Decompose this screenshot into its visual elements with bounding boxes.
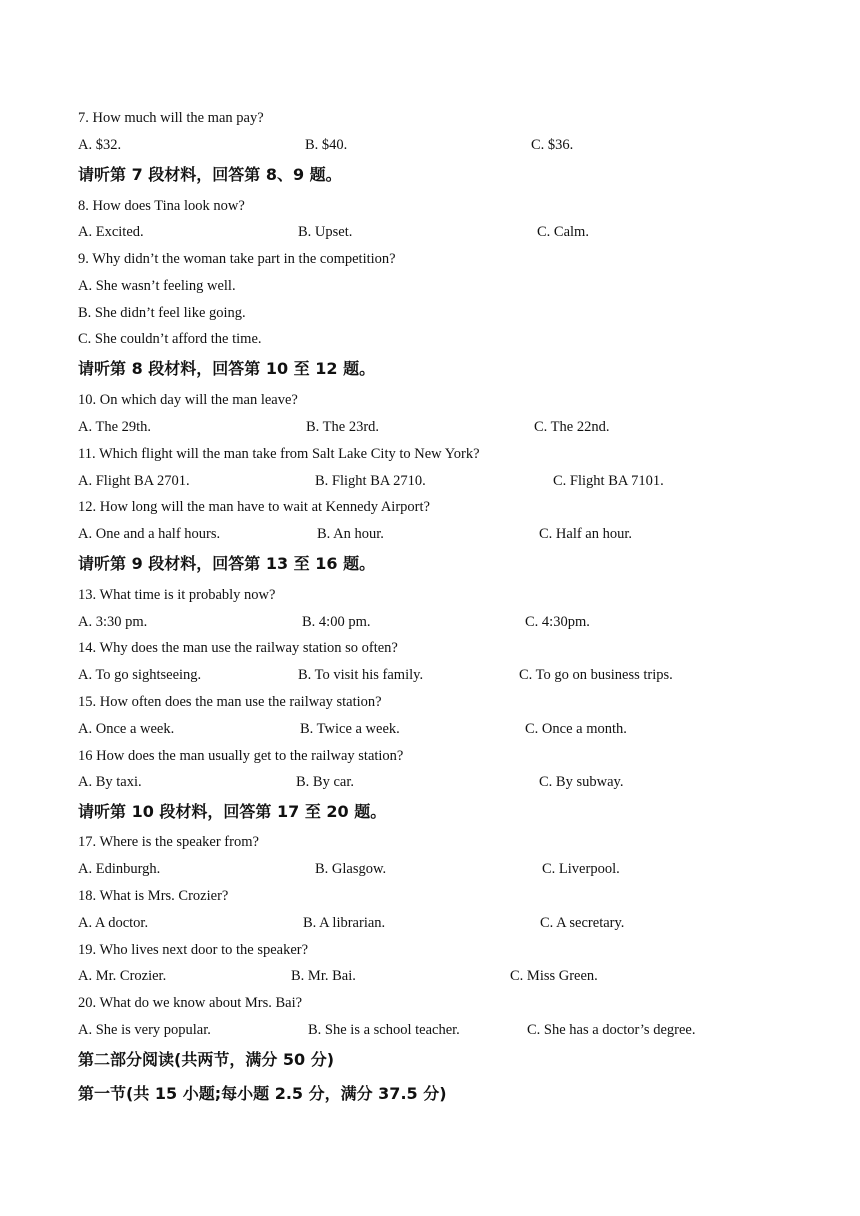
option-b: B. She is a school teacher.	[308, 1022, 460, 1038]
option-c: C. Flight BA 7101.	[553, 473, 664, 489]
question-7: 7. How much will the man pay?	[78, 110, 264, 126]
option-b: B. $40.	[305, 137, 348, 153]
option-c: C. $36.	[531, 137, 574, 153]
option-c: C. She couldn’t afford the time.	[78, 331, 262, 347]
option-a: A. She is very popular.	[78, 1022, 211, 1038]
option-b: B. To visit his family.	[298, 667, 424, 683]
option-b: B. An hour.	[317, 526, 384, 542]
part-two-header: 第二部分阅读(共两节，满分 50 分)	[78, 1050, 335, 1069]
option-a: A. She wasn’t feeling well.	[78, 278, 236, 294]
option-c: C. A secretary.	[540, 915, 625, 931]
option-c: C. By subway.	[539, 774, 624, 790]
question-19: 19. Who lives next door to the speaker?	[78, 942, 309, 958]
option-c: C. The 22nd.	[534, 419, 610, 435]
section-header-7: 请听第 7 段材料，回答第 8、9 题。	[78, 165, 342, 184]
question-14: 14. Why does the man use the railway station so often?	[78, 640, 398, 656]
question-18: 18. What is Mrs. Crozier?	[78, 888, 229, 904]
option-b: B. A librarian.	[303, 915, 386, 931]
option-a: A. Mr. Crozier.	[78, 968, 167, 984]
question-10: 10. On which day will the man leave?	[78, 392, 298, 408]
option-b: B. She didn’t feel like going.	[78, 305, 246, 321]
option-c: C. Calm.	[537, 224, 589, 240]
question-9: 9. Why didn’t the woman take part in the competition?	[78, 251, 396, 267]
option-a: A. By taxi.	[78, 774, 142, 790]
question-8: 8. How does Tina look now?	[78, 198, 245, 214]
option-b: B. 4:00 pm.	[302, 614, 371, 630]
question-16: 16 How does the man usually get to the railway station?	[78, 748, 404, 764]
option-a: A. Once a week.	[78, 721, 175, 737]
option-a: A. 3:30 pm.	[78, 614, 148, 630]
option-b: B. Upset.	[298, 224, 353, 240]
option-a: A. One and a half hours.	[78, 526, 221, 542]
option-b: B. Flight BA 2710.	[315, 473, 426, 489]
option-c: C. She has a doctor’s degree.	[527, 1022, 696, 1038]
option-a: A. Excited.	[78, 224, 144, 240]
option-c: C. Liverpool.	[542, 861, 620, 877]
option-a: A. The 29th.	[78, 419, 152, 435]
option-b: B. By car.	[296, 774, 354, 790]
question-13: 13. What time is it probably now?	[78, 587, 276, 603]
option-b: B. Twice a week.	[300, 721, 400, 737]
section-header-8: 请听第 8 段材料，回答第 10 至 12 题。	[78, 359, 376, 378]
section-header-10: 请听第 10 段材料，回答第 17 至 20 题。	[78, 802, 387, 821]
option-c: C. Once a month.	[525, 721, 627, 737]
option-a: A. Edinburgh.	[78, 861, 161, 877]
question-12: 12. How long will the man have to wait at Kennedy Airport?	[78, 499, 430, 515]
option-c: C. To go on business trips.	[519, 667, 673, 683]
option-c: C. Half an hour.	[539, 526, 633, 542]
question-11: 11. Which flight will the man take from Salt Lake City to New York?	[78, 446, 480, 462]
option-b: B. Mr. Bai.	[291, 968, 356, 984]
option-c: C. Miss Green.	[510, 968, 598, 984]
question-17: 17. Where is the speaker from?	[78, 834, 259, 850]
option-b: B. Glasgow.	[315, 861, 387, 877]
option-b: B. The 23rd.	[306, 419, 380, 435]
section-header-9: 请听第 9 段材料，回答第 13 至 16 题。	[78, 554, 376, 573]
option-a: A. To go sightseeing.	[78, 667, 202, 683]
option-c: C. 4:30pm.	[525, 614, 590, 630]
question-15: 15. How often does the man use the railway station?	[78, 694, 382, 710]
option-a: A. $32.	[78, 137, 122, 153]
section-one-header: 第一节(共 15 小题;每小题 2.5 分，满分 37.5 分)	[78, 1084, 447, 1103]
option-a: A. A doctor.	[78, 915, 149, 931]
option-a: A. Flight BA 2701.	[78, 473, 190, 489]
question-20: 20. What do we know about Mrs. Bai?	[78, 995, 303, 1011]
